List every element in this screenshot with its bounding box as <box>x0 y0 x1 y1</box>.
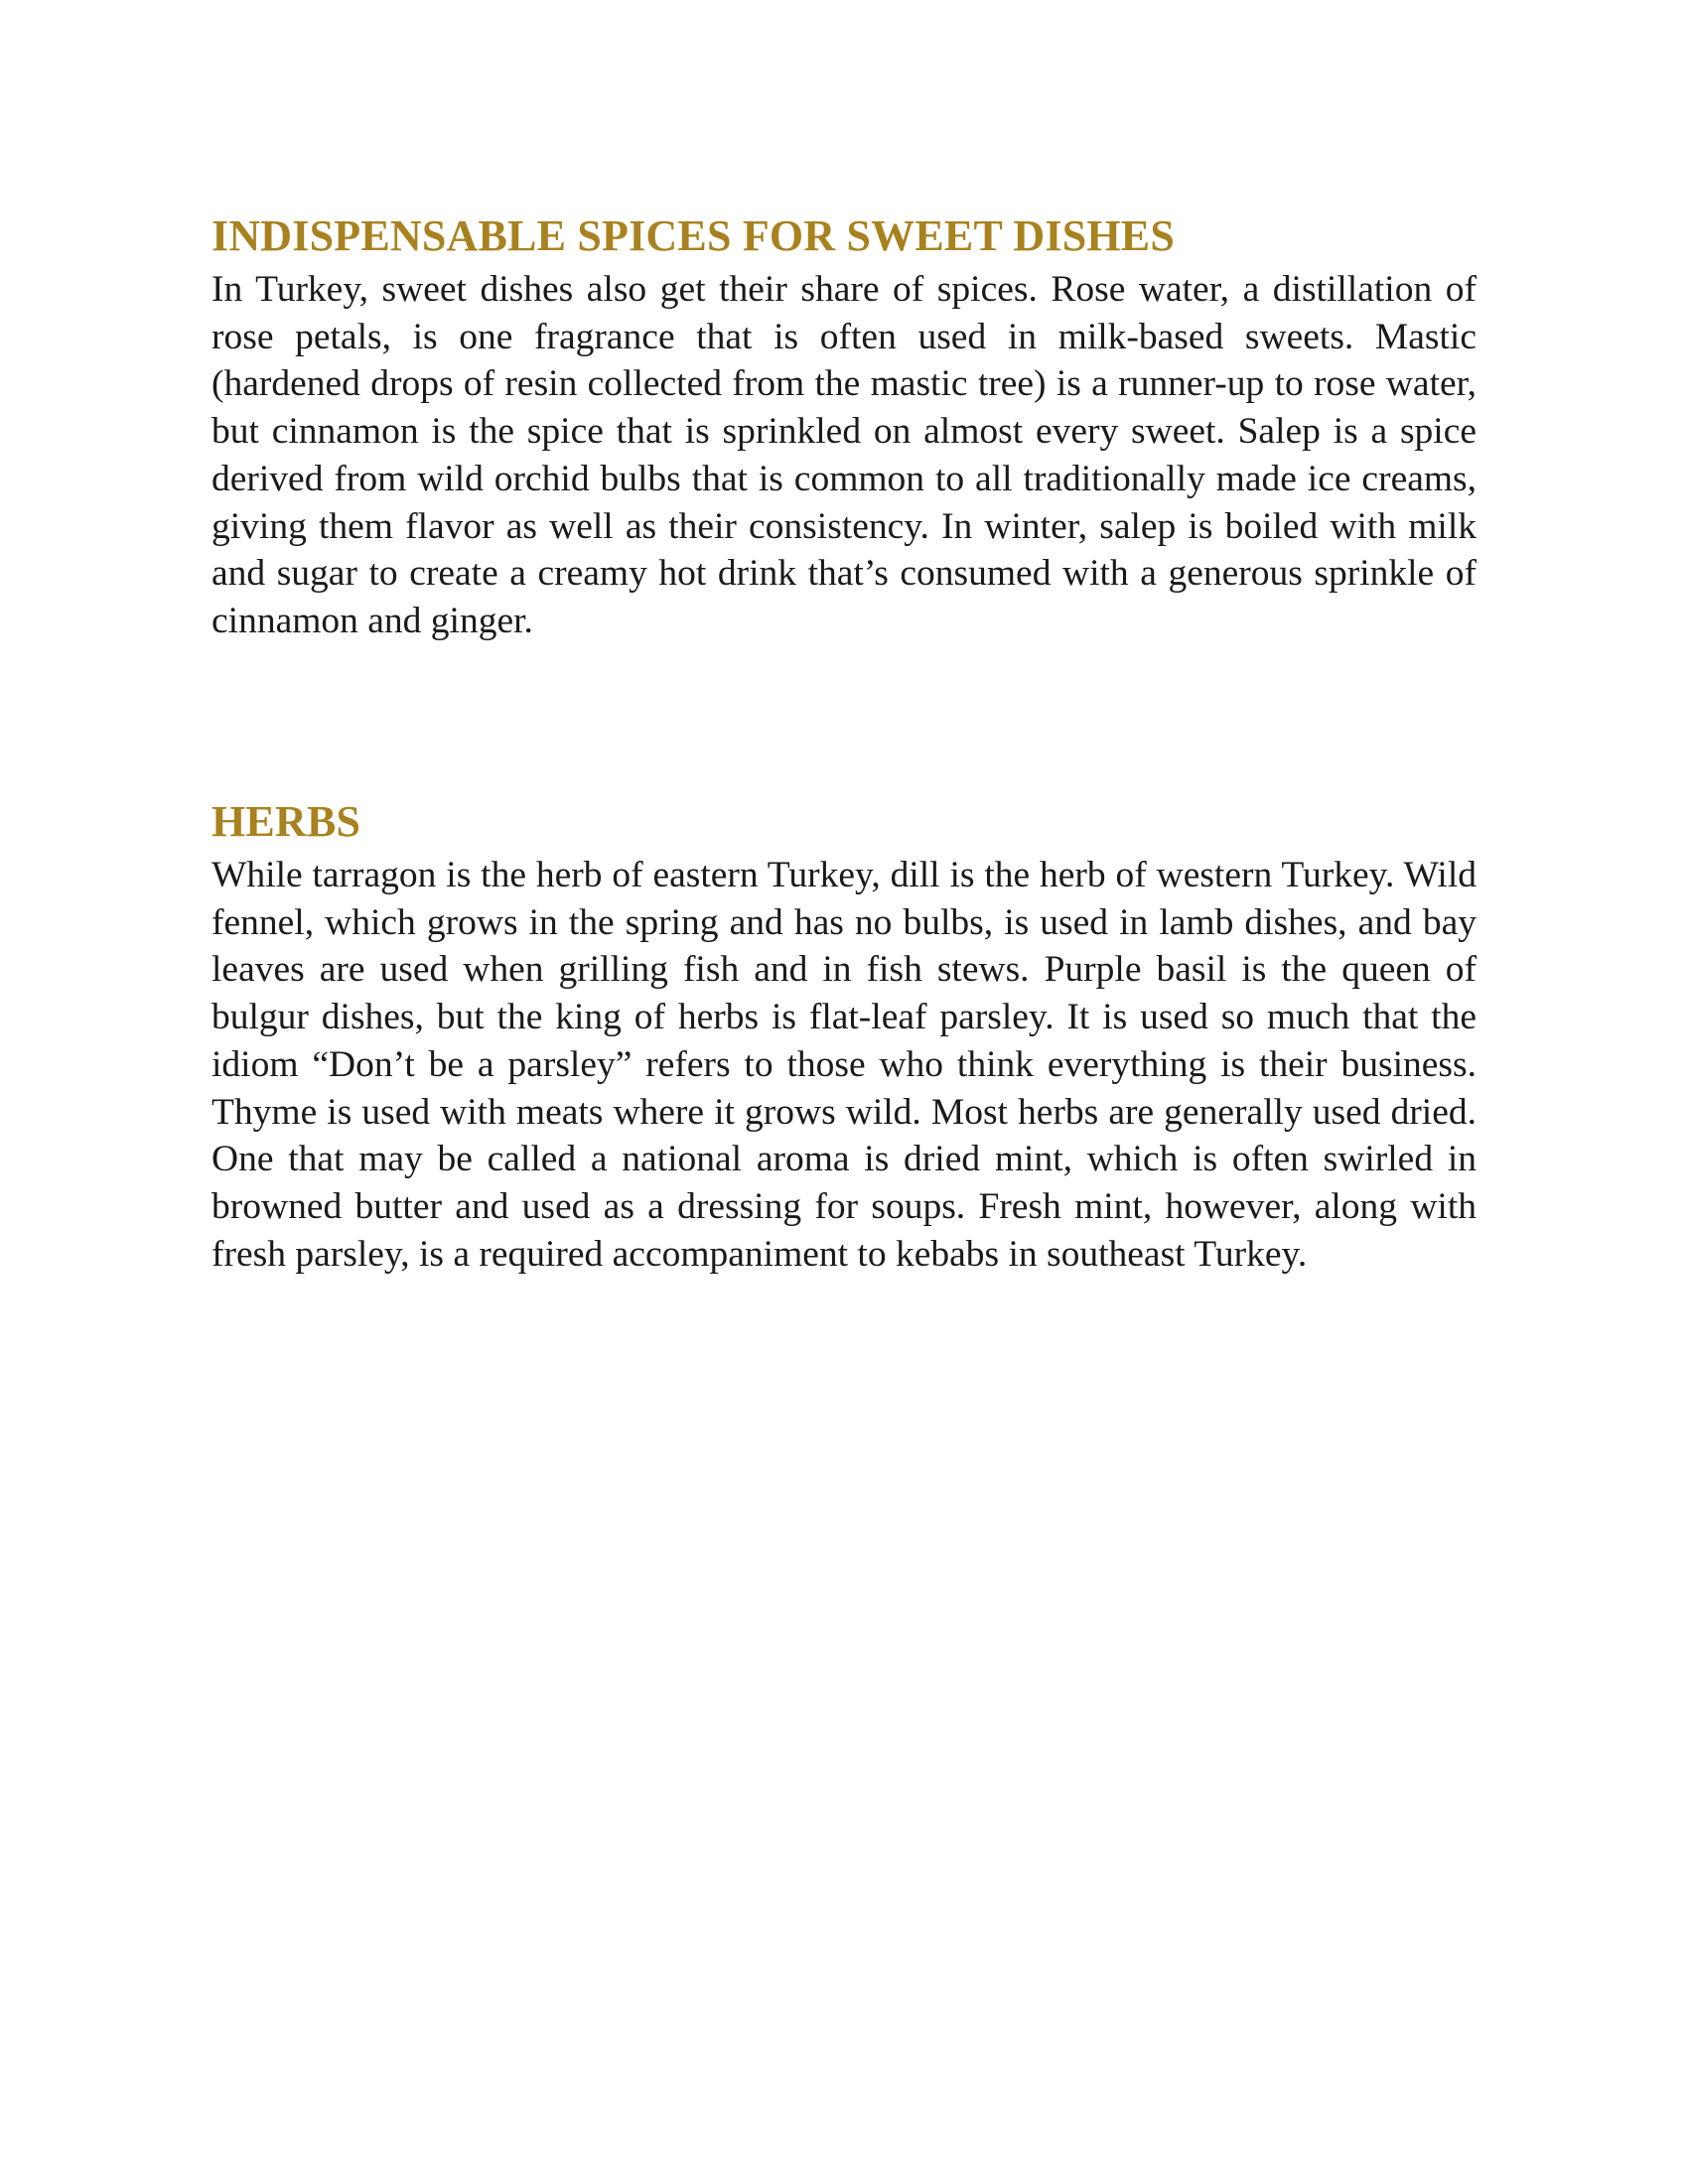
section-body-sweet-spices: In Turkey, sweet dishes also get their share of spices. Rose water, a distillation of rose petals, is one fragrance that is often used in milk-based sweets. Mastic (hardened drops of resin collected from the mastic tree) is a runner-up to rose water, but cinnamon is the spice that is sprinkled on almost every sweet. Salep is a spice derived from wild orchid bulbs that is common to all traditionally made ice creams, giving them flavor as well as their consistency. In winter, salep is boiled with milk and sugar to create a creamy hot drink that’s consumed with a generous sprinkle of cinnamon and ginger. <box>211 269 1477 641</box>
section-heading-herbs: HERBS <box>211 797 361 846</box>
section-sweet-spices <box>211 210 1477 645</box>
section-herbs <box>211 796 1477 1278</box>
section-body-herbs: While tarragon is the herb of eastern Turkey, dill is the herb of western Turkey. Wild fennel, which grows in the spring and has no bulbs, is used in lamb dishes, and bay leaves are used when grilling fish and in fish stews. Purple basil is the queen of bulgur dishes, but the king of herbs is flat-leaf parsley. It is used so much that the idiom “Don’t be a parsley” refers to those who think everything is their business. Thyme is used with meats where it grows wild. Most herbs are generally used dried. One that may be called a national aroma is dried mint, which is often swirled in browned butter and used as a dressing for soups. Fresh mint, however, along with fresh parsley, is a required accompaniment to kebabs in southeast Turkey. <box>211 855 1477 1275</box>
section-heading-sweet-spices: INDISPENSABLE SPICES FOR SWEET DISHES <box>211 211 1176 260</box>
